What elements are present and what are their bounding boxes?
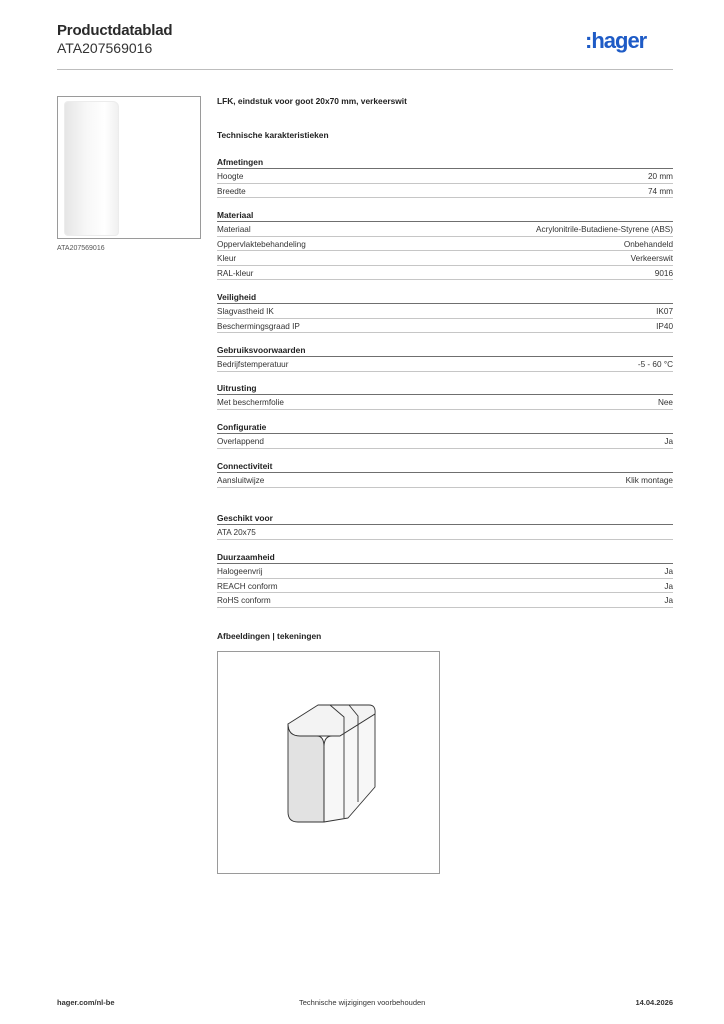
spec-label: Breedte [217,186,246,196]
group-title: Uitrusting [217,382,673,395]
spec-label: Beschermingsgraad IP [217,321,300,331]
footer-website: hager.com/nl-be [57,998,115,1007]
group-title: Geschikt voor [217,512,673,525]
spec-group-connectiviteit [217,460,673,488]
spec-group-duurzaamheid [217,551,673,608]
group-title: Veiligheid [217,291,673,304]
product-code: ATA207569016 [57,40,153,56]
photo-caption: ATA207569016 [57,245,105,252]
spec-row [217,169,673,184]
spec-value: IK07 [656,307,673,316]
spec-label: Materiaal [217,225,251,234]
spec-value: Ja [664,596,673,605]
spec-row [217,434,673,449]
spec-value: Onbehandeld [623,239,673,249]
spec-row [217,579,673,594]
spec-row [217,564,673,579]
spec-value: -5 - 60 °C [637,360,673,369]
spec-label: Slagvastheid IK [217,307,274,316]
group-title: Configuratie [217,421,673,434]
spec-label: RoHS conform [217,596,271,605]
spec-value: Ja [664,437,673,446]
spec-row [217,319,673,334]
spec-label: Overlappend [217,437,264,446]
spec-label: Hoogte [217,172,244,181]
spec-label: Met beschermfolie [217,398,284,407]
spec-label: Kleur [217,254,237,263]
product-description: LFK, eindstuk voor goot 20x70 mm, verkeerswit [217,96,407,106]
spec-row [217,357,673,372]
group-title: Gebruiksvoorwaarden [217,344,673,357]
spec-value: Ja [664,567,673,576]
spec-group-gebruiksvoorwaarden [217,344,673,372]
spec-label: Halogeenvrij [217,567,263,576]
footer-notice: Technische wijzigingen voorbehouden [299,998,426,1007]
spec-value: 9016 [654,268,673,278]
spec-row [217,251,673,266]
spec-label: ATA 20x75 [217,528,256,537]
spec-value: 74 mm [647,186,673,196]
spec-value: Verkeerswit [630,254,673,263]
spec-row [217,184,673,199]
spec-label: Oppervlaktebehandeling [217,239,306,249]
spec-value: Nee [657,398,673,407]
spec-group-materiaal [217,209,673,280]
spec-group-configuratie [217,421,673,449]
hager-logo [585,28,673,54]
footer-date: 14.04.2026 [635,998,673,1007]
spec-group-uitrusting [217,382,673,410]
group-title: Duurzaamheid [217,551,673,564]
group-title: Connectiviteit [217,460,673,473]
document-title: Productdatablad [57,22,173,39]
spec-row [217,525,673,540]
drawings-heading: Afbeeldingen | tekeningen [217,631,322,641]
spec-value: Ja [664,581,673,591]
spec-label: RAL-kleur [217,268,254,278]
spec-row [217,222,673,237]
spec-row [217,395,673,410]
spec-row [217,266,673,281]
spec-group-veiligheid [217,291,673,333]
product-image [64,101,119,236]
technical-drawing [217,651,440,874]
end-cap-drawing [218,652,439,873]
group-title: Materiaal [217,209,673,222]
logo-text: :hager [585,28,647,53]
spec-value: 20 mm [647,172,673,181]
spec-group-afmetingen [217,156,673,198]
group-title: Afmetingen [217,156,673,169]
spec-row [217,593,673,608]
spec-row [217,304,673,319]
spec-value: Acrylonitrile-Butadiene-Styrene (ABS) [536,225,673,234]
spec-value: IP40 [656,321,673,331]
spec-row [217,473,673,488]
spec-label: REACH conform [217,581,278,591]
spec-value: Klik montage [625,476,673,485]
spec-group-geschikt-voor [217,512,673,540]
product-photo [57,96,201,239]
spec-label: Bedrijfstemperatuur [217,360,289,369]
spec-row [217,237,673,252]
spec-label: Aansluitwijze [217,476,265,485]
page-header [57,22,673,70]
tech-heading: Technische karakteristieken [217,130,329,140]
